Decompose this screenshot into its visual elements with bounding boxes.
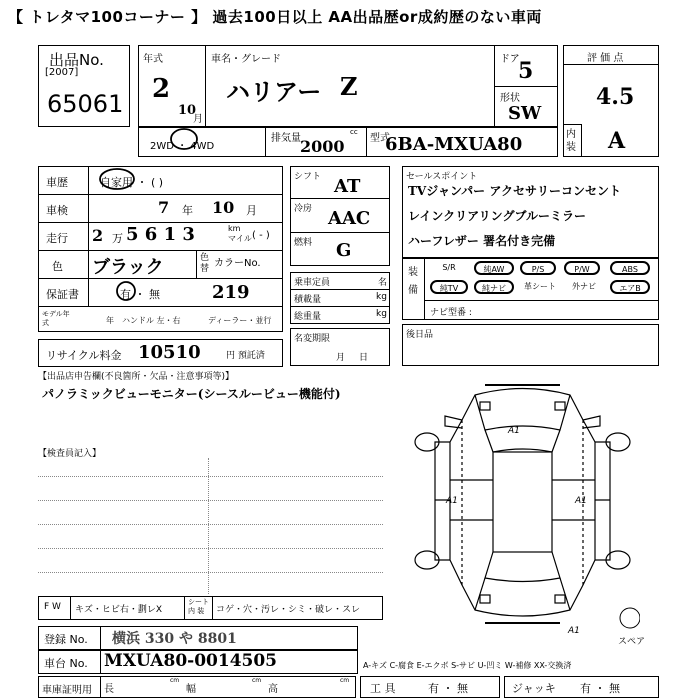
recycle-value: 10510 — [138, 342, 201, 363]
shift-value: AT — [334, 176, 361, 197]
seat-text: コゲ・穴・汚レ・シミ・破レ・スレ — [216, 605, 361, 615]
registration-value: 横浜 330 や 8801 — [112, 631, 237, 647]
equipment-label: 装備 — [408, 267, 418, 296]
lot-number: 65061 — [47, 90, 124, 118]
weight-unit: kg — [376, 309, 387, 319]
sales-line-2: レインクリアリングブルーミラー — [408, 209, 586, 223]
damage-legend: A-キズ C-腐食 E-エクボ S-サビ U-凹ミ W-補修 XX-交換済 — [363, 661, 572, 670]
model-grade: Z — [340, 72, 358, 101]
equip-alloy-wheel: 純AW — [474, 261, 514, 275]
mileage-man: 2 — [92, 226, 104, 245]
model-year-dealer: ディーラー・並行 — [208, 316, 272, 325]
equip-pw: P/W — [564, 261, 600, 275]
mileage-value: 5 6 1 3 — [126, 224, 195, 245]
sales-label: セールスポイント — [406, 172, 478, 182]
drive-options: 2WD ・ 4WD — [150, 141, 215, 152]
model-label: 車名・グレード — [211, 54, 281, 65]
capacity-unit: 名 — [378, 278, 388, 288]
body-label: 形状 — [500, 93, 520, 104]
seat-label: シート 内 装 — [188, 598, 209, 615]
equip-sr: S/R — [442, 263, 456, 272]
fw-text: キズ・ヒビ右・劃レX — [75, 605, 162, 615]
doors-label: ドア — [500, 54, 520, 65]
inspector-label: 【検査員記入】 — [38, 449, 102, 459]
lot-label: 出品No. — [49, 51, 104, 69]
rear-seat-box — [402, 324, 659, 366]
fuel-label: 燃料 — [294, 238, 313, 248]
interior-label: 内装 — [566, 129, 576, 153]
displacement-unit: cc — [350, 128, 358, 136]
banner-text: 【 トレタマ100コーナー 】 過去100日以上 AA出品歴or成約歴のない車両 — [8, 8, 542, 26]
year-label: 年式 — [143, 54, 163, 65]
equip-leather: 革シート — [524, 282, 556, 291]
tools-label: 工 具 — [370, 682, 396, 695]
equip-navi: 純ナビ — [474, 280, 514, 294]
color-value: ブラック — [92, 257, 164, 278]
model-year-unit: 年 — [106, 316, 114, 325]
history-circle — [98, 166, 136, 192]
cert-high-unit: cm — [340, 677, 350, 684]
displacement-value: 2000 — [300, 137, 345, 156]
color-no-label: カラーNo. — [214, 258, 261, 269]
equip-tv: 純TV — [430, 280, 468, 294]
jack-options: 有 ・ 無 — [580, 682, 620, 695]
name-change-unit: 月日 — [336, 353, 383, 363]
aircon-label: 冷房 — [294, 204, 313, 214]
warranty-color-no: 219 — [212, 282, 250, 303]
banner — [8, 6, 694, 28]
aircon-value: AAC — [328, 208, 371, 229]
lot-year-tag: [2007] — [45, 67, 79, 78]
equip-ext-navi: 外ナビ — [572, 282, 596, 291]
doors-value: 5 — [518, 58, 534, 84]
recycle-label: リサイクル料金 — [46, 349, 122, 362]
warranty-options: 有 ・ 無 — [120, 288, 160, 301]
drive-circle — [168, 127, 200, 151]
rear-seat-label: 後日品 — [406, 330, 434, 340]
sales-line-1: TVジャンパー アクセサリーコンセント — [408, 184, 621, 198]
damage-mark-hood: A1 — [508, 426, 520, 436]
shift-label: シフト — [294, 172, 322, 182]
jack-label: ジャッキ — [512, 682, 556, 695]
sales-line-3: ハーフレザー 署名付き完備 — [408, 234, 556, 248]
cert-long-unit: cm — [170, 677, 180, 684]
year-month-unit: 月 — [193, 114, 203, 125]
equip-ps: P/S — [520, 261, 556, 275]
inspector-box — [38, 446, 383, 596]
spare-label: スペア — [618, 637, 646, 647]
model-year-label: モデル年式 — [42, 310, 70, 327]
history-label: 車歴 — [46, 176, 68, 189]
mileage-paren: ( - ) — [252, 230, 270, 241]
fuel-value: G — [336, 240, 352, 261]
cert-wide: 幅 — [186, 684, 196, 695]
color-label: 色 — [52, 260, 63, 273]
type-value: 6BA-MXUA80 — [385, 134, 523, 155]
color-repaint: 色替 — [200, 253, 210, 274]
mileage-label: 走行 — [46, 232, 68, 245]
inspection-year: 7 — [158, 198, 170, 217]
model-name: ハリアー — [226, 77, 322, 106]
fw-label: F W — [44, 602, 61, 612]
history-value: 自家用 ・ ( ) — [100, 176, 164, 189]
score-value: 4.5 — [596, 84, 635, 110]
weight-label: 総重量 — [294, 312, 322, 322]
inspection-month: 10 — [212, 198, 235, 217]
equip-airbag: エアB — [610, 280, 650, 294]
displacement-label: 排気量 — [271, 133, 301, 144]
year-value: 2 — [152, 74, 171, 104]
lot-box — [38, 45, 130, 127]
notes-text: パノラミックビューモニター(シースルービュー機能付) — [42, 387, 341, 401]
equip-abs: ABS — [610, 261, 650, 275]
damage-mark-left: A1 — [446, 496, 458, 506]
recycle-unit: 円 預託済 — [226, 351, 265, 361]
damage-mark-spare: A1 — [568, 626, 580, 636]
mileage-unit: km マイル — [228, 224, 252, 243]
car-diagram — [405, 380, 640, 630]
certificate-label: 車庫証明用 — [42, 685, 92, 696]
load-unit: kg — [376, 292, 387, 302]
inspection-label: 車検 — [46, 204, 68, 217]
year-month: 10 — [178, 103, 197, 118]
name-change-label: 名変期限 — [294, 334, 331, 344]
registration-label: 登録 No. — [44, 633, 88, 646]
inspection-year-unit: 年 — [182, 204, 193, 217]
chassis-label: 車台 No. — [44, 657, 88, 670]
body-value: SW — [508, 103, 542, 124]
navi-model-label: ナビ型番 : — [430, 308, 472, 318]
cert-long: 長 — [104, 684, 114, 695]
notes-label: 【出品店申告欄(不良箇所・欠品・注意事項等)】 — [38, 372, 235, 382]
inspection-month-unit: 月 — [246, 204, 257, 217]
type-label: 型式 — [370, 133, 390, 144]
chassis-value: MXUA80-0014505 — [104, 651, 278, 671]
info-box — [38, 166, 283, 332]
capacity-label: 乗車定員 — [294, 278, 331, 288]
score-label: 評 価 点 — [587, 53, 624, 64]
interior-value: A — [608, 128, 626, 154]
warranty-label: 保証書 — [46, 288, 79, 301]
cert-wide-unit: cm — [252, 677, 262, 684]
model-year-handle: ハンドル 左・右 — [122, 316, 181, 325]
mileage-man-unit: 万 — [112, 232, 123, 245]
warranty-circle — [115, 280, 137, 302]
tools-options: 有 ・ 無 — [428, 682, 468, 695]
load-label: 積載量 — [294, 295, 322, 305]
cert-high: 高 — [268, 684, 278, 695]
damage-mark-right: A1 — [575, 496, 587, 506]
